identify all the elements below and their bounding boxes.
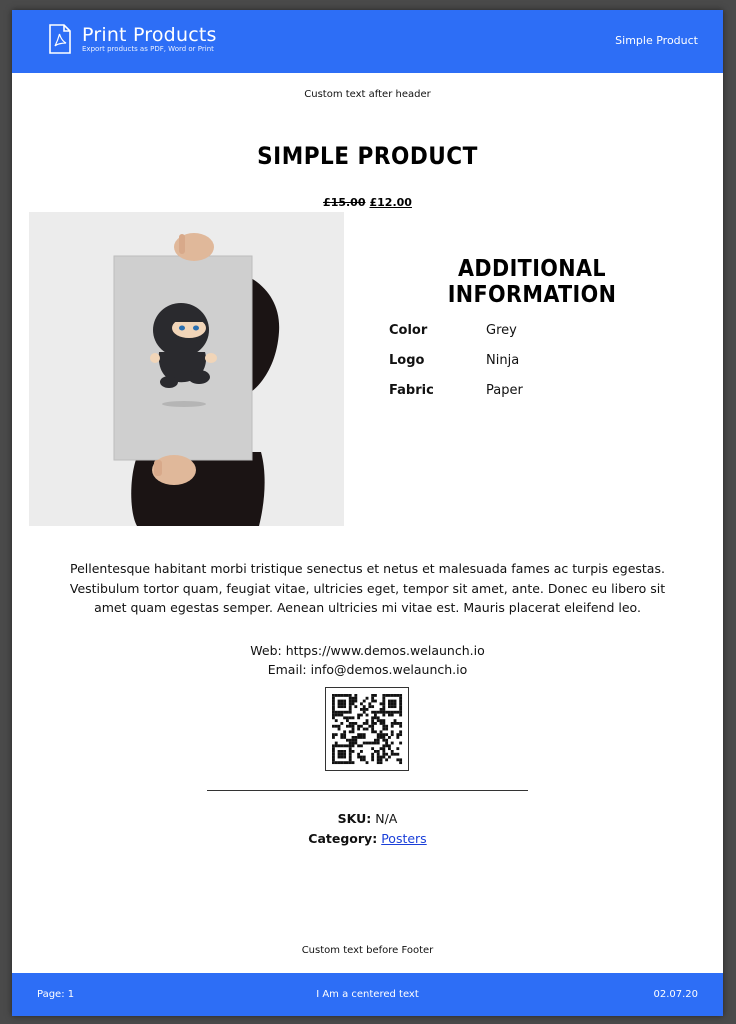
footer-center-text: I Am a centered text bbox=[316, 989, 419, 1000]
contact-info bbox=[12, 641, 723, 679]
brand-subtitle: Export products as PDF, Word or Print bbox=[82, 44, 214, 53]
attribute-row bbox=[389, 323, 523, 353]
footer-date: 02.07.20 bbox=[653, 989, 698, 1000]
attribute-label: Color bbox=[389, 323, 428, 338]
sku-line bbox=[12, 809, 723, 829]
web-address: Web: https://www.demos.welaunch.io bbox=[250, 643, 485, 658]
attribute-label: Logo bbox=[389, 353, 425, 368]
sku-label: SKU: bbox=[337, 811, 372, 826]
attribute-row bbox=[389, 383, 523, 413]
additional-information-title: ADDITIONAL INFORMATION bbox=[447, 256, 617, 308]
custom-text-after-header: Custom text after header bbox=[304, 89, 431, 100]
qr-code bbox=[325, 687, 409, 771]
document-page bbox=[12, 10, 723, 1016]
attribute-value: Ninja bbox=[486, 353, 520, 368]
page-number: Page: 1 bbox=[37, 989, 75, 1000]
attribute-value: Paper bbox=[486, 383, 523, 398]
attributes-table bbox=[389, 323, 523, 413]
category-line bbox=[12, 829, 723, 849]
brand-title: Print Products bbox=[82, 23, 217, 46]
ninja-poster-illustration bbox=[29, 212, 344, 526]
attribute-label: Fabric bbox=[389, 383, 434, 398]
product-price bbox=[12, 196, 723, 209]
page-header bbox=[12, 10, 723, 73]
divider bbox=[207, 790, 528, 791]
attribute-value: Grey bbox=[486, 323, 517, 338]
header-product-name: Simple Product bbox=[615, 34, 698, 47]
brand-text bbox=[82, 25, 217, 54]
attribute-row bbox=[389, 353, 523, 383]
sale-price: £12.00 bbox=[369, 196, 412, 209]
pdf-file-icon bbox=[48, 24, 72, 54]
category-label: Category: bbox=[308, 831, 378, 846]
product-image bbox=[29, 212, 344, 526]
sku-value: N/A bbox=[375, 811, 398, 826]
old-price: £15.00 bbox=[323, 196, 366, 209]
product-title: SIMPLE PRODUCT bbox=[257, 142, 478, 170]
product-description: Pellentesque habitant morbi tristique senectus et netus et malesuada fames ac turpis egestas. Vestibulum tortor quam, feugiat vitae, ultricies eget, tempor sit amet, ante. Donec eu libero sit amet quam egestas semper. Aenean ultricies mi vitae est. Mauris placerat eleifend leo. bbox=[69, 561, 666, 615]
custom-text-before-footer: Custom text before Footer bbox=[301, 945, 434, 956]
brand bbox=[48, 24, 217, 54]
product-meta bbox=[12, 809, 723, 849]
category-link[interactable]: Posters bbox=[381, 831, 427, 846]
qr-code-icon bbox=[326, 688, 408, 770]
page-footer bbox=[12, 973, 723, 1016]
email-address: Email: info@demos.welaunch.io bbox=[267, 662, 468, 677]
